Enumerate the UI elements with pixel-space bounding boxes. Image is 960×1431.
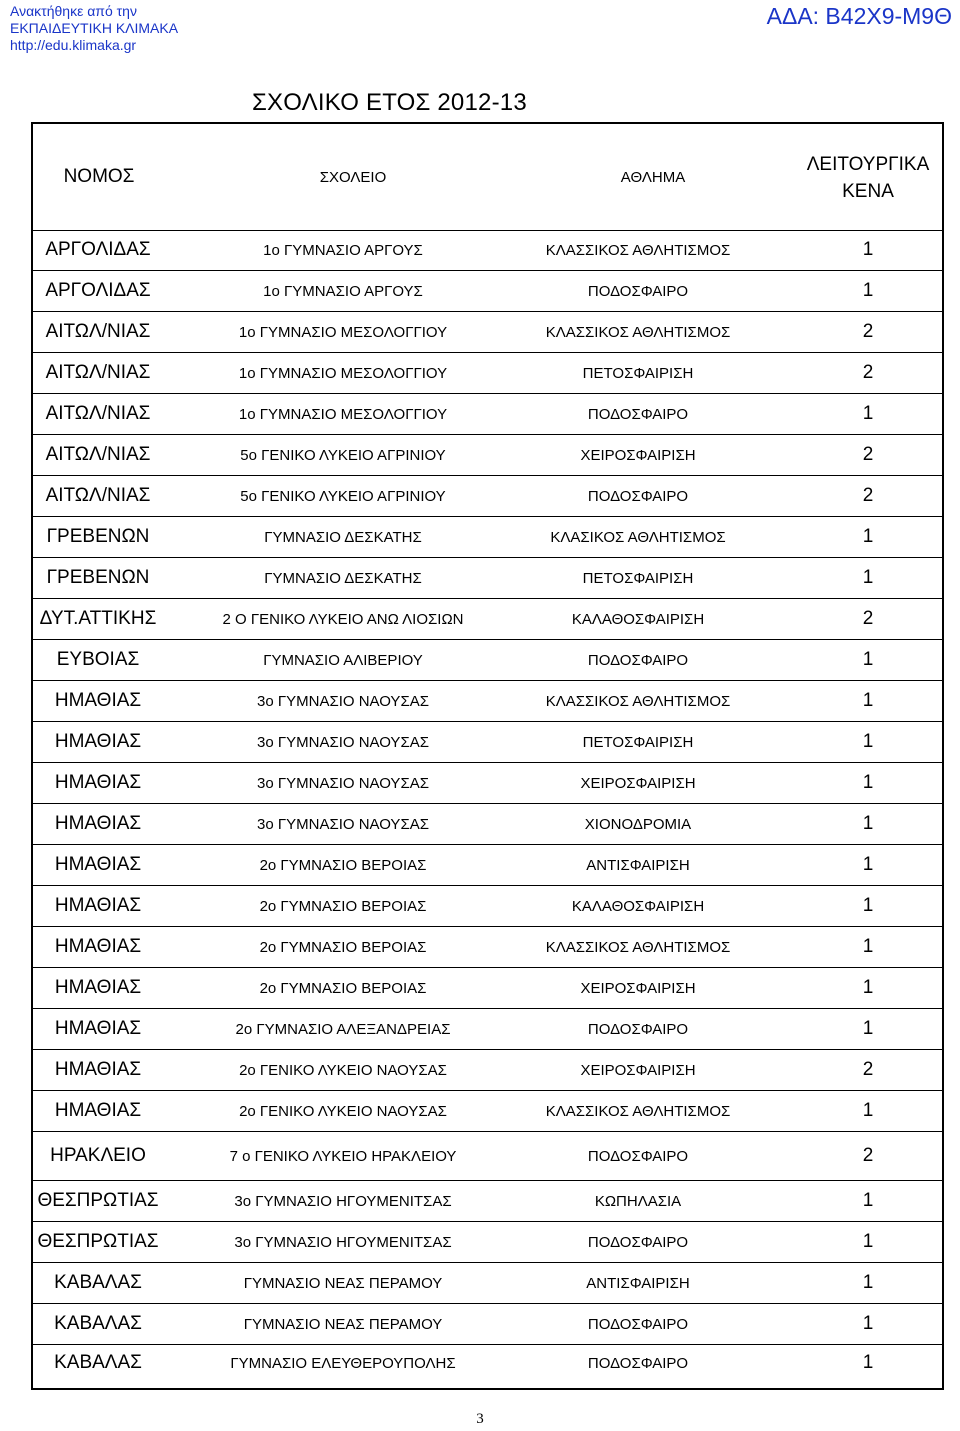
cell-sport: ΠΟΔΟΣΦΑΙΡΟ (587, 1147, 689, 1165)
cell-vacancies: 1 (862, 1313, 874, 1334)
table-row (33, 1345, 942, 1381)
cell-school: 2ο ΓΥΜΝΑΣΙΟ ΒΕΡΟΙΑΣ (259, 979, 427, 997)
cell-nomos: ΗΜΑΘΙΑΣ (54, 690, 142, 711)
cell-vacancies: 1 (862, 526, 874, 547)
header-school: ΣΧΟΛΕΙΟ (319, 169, 387, 186)
cell-sport: ΚΑΛΑΘΟΣΦΑΙΡΙΣΗ (571, 897, 705, 915)
header-vacancies (793, 151, 943, 205)
cell-nomos: ΗΜΑΘΙΑΣ (54, 1100, 142, 1121)
cell-vacancies: 1 (862, 813, 874, 834)
cell-school: ΓΥΜΝΑΣΙΟ ΕΛΕΥΘΕΡΟΥΠΟΛΗΣ (230, 1354, 456, 1372)
cell-vacancies: 1 (862, 895, 874, 916)
cell-sport: ΧΕΙΡΟΣΦΑΙΡΙΣΗ (580, 446, 696, 464)
cell-sport: ΑΝΤΙΣΦΑΙΡΙΣΗ (586, 1274, 690, 1292)
cell-nomos: ΗΜΑΘΙΑΣ (54, 854, 142, 875)
table-body (33, 230, 942, 1388)
table-row (33, 353, 942, 394)
table-row (33, 681, 942, 722)
table-row (33, 1050, 942, 1091)
cell-nomos: ΗΜΑΘΙΑΣ (54, 813, 142, 834)
table-row (33, 517, 942, 558)
table-row (33, 1009, 942, 1050)
cell-nomos: ΕΥΒΟΙΑΣ (56, 649, 140, 670)
table-row (33, 476, 942, 517)
cell-nomos: ΚΑΒΑΛΑΣ (54, 1313, 142, 1334)
cell-nomos: ΗΜΑΘΙΑΣ (54, 1059, 142, 1080)
cell-school: 2ο ΓΥΜΝΑΣΙΟ ΑΛΕΞΑΝΔΡΕΙΑΣ (235, 1020, 451, 1038)
header-nomos: ΝΟΜΟΣ (63, 166, 135, 187)
cell-vacancies: 1 (862, 772, 874, 793)
cell-school: 3ο ΓΥΜΝΑΣΙΟ ΝΑΟΥΣΑΣ (257, 774, 429, 792)
table-header (33, 124, 942, 231)
cell-school: ΓΥΜΝΑΣΙΟ ΔΕΣΚΑΤΗΣ (264, 569, 422, 587)
header-vacancies-line-1: ΛΕΙΤΟΥΡΓΙΚΑ (806, 154, 930, 175)
cell-school: ΓΥΜΝΑΣΙΟ ΝΕΑΣ ΠΕΡΑΜΟΥ (243, 1274, 443, 1292)
table-row (33, 927, 942, 968)
cell-vacancies: 1 (862, 567, 874, 588)
cell-vacancies: 2 (862, 321, 874, 342)
cell-school: 1ο ΓΥΜΝΑΣΙΟ ΑΡΓΟΥΣ (263, 241, 423, 259)
cell-vacancies: 1 (862, 1272, 874, 1293)
cell-vacancies: 1 (862, 1352, 874, 1373)
cell-nomos: ΘΕΣΠΡΩΤΙΑΣ (37, 1190, 159, 1211)
cell-school: 5ο ΓΕΝΙΚΟ ΛΥΚΕΙΟ ΑΓΡΙΝΙΟΥ (240, 446, 446, 464)
cell-nomos: ΓΡΕΒΕΝΩΝ (46, 526, 150, 547)
cell-vacancies: 1 (862, 1231, 874, 1252)
table-row (33, 640, 942, 681)
cell-vacancies: 1 (862, 649, 874, 670)
cell-school: 3ο ΓΥΜΝΑΣΙΟ ΝΑΟΥΣΑΣ (257, 692, 429, 710)
cell-sport: ΠΟΔΟΣΦΑΙΡΟ (587, 1354, 689, 1372)
cell-sport: ΠΟΔΟΣΦΑΙΡΟ (587, 487, 689, 505)
cell-sport: ΠΟΔΟΣΦΑΙΡΟ (587, 405, 689, 423)
cell-school: 1ο ΓΥΜΝΑΣΙΟ ΜΕΣΟΛΟΓΓΙΟΥ (238, 364, 448, 382)
cell-vacancies: 1 (862, 690, 874, 711)
cell-nomos: ΘΕΣΠΡΩΤΙΑΣ (37, 1231, 159, 1252)
cell-school: 3ο ΓΥΜΝΑΣΙΟ ΝΑΟΥΣΑΣ (257, 733, 429, 751)
cell-school: 2ο ΓΥΜΝΑΣΙΟ ΒΕΡΟΙΑΣ (259, 897, 427, 915)
cell-school: 2 Ο ΓΕΝΙΚΟ ΛΥΚΕΙΟ ΑΝΩ ΛΙΟΣΙΩΝ (222, 610, 464, 628)
cell-sport: ΚΛΑΣΙΚΟΣ ΑΘΛΗΤΙΣΜΟΣ (550, 528, 726, 546)
cell-nomos: ΗΜΑΘΙΑΣ (54, 936, 142, 957)
cell-sport: ΧΙΟΝΟΔΡΟΜΙΑ (584, 815, 692, 833)
cell-sport: ΠΟΔΟΣΦΑΙΡΟ (587, 1233, 689, 1251)
cell-nomos: ΗΜΑΘΙΑΣ (54, 895, 142, 916)
cell-sport: ΚΛΑΣΣΙΚΟΣ ΑΘΛΗΤΙΣΜΟΣ (545, 241, 731, 259)
cell-nomos: ΑΡΓΟΛΙΔΑΣ (45, 239, 151, 260)
table-row (33, 435, 942, 476)
source-link[interactable]: http://edu.klimaka.gr (10, 37, 137, 53)
cell-sport: ΠΕΤΟΣΦΑΙΡΙΣΗ (582, 364, 694, 382)
cell-nomos: ΑΙΤΩΛ/ΝΙΑΣ (45, 444, 151, 465)
table-row (33, 230, 942, 271)
cell-nomos: ΓΡΕΒΕΝΩΝ (46, 567, 150, 588)
cell-nomos: ΑΡΓΟΛΙΔΑΣ (45, 280, 151, 301)
cell-sport: ΠΕΤΟΣΦΑΙΡΙΣΗ (582, 733, 694, 751)
cell-sport: ΚΩΠΗΛΑΣΙΑ (594, 1192, 682, 1210)
cell-sport: ΠΟΔΟΣΦΑΙΡΟ (587, 1315, 689, 1333)
cell-nomos: ΑΙΤΩΛ/ΝΙΑΣ (45, 485, 151, 506)
cell-sport: ΠΕΤΟΣΦΑΙΡΙΣΗ (582, 569, 694, 587)
cell-school: 2ο ΓΥΜΝΑΣΙΟ ΒΕΡΟΙΑΣ (259, 938, 427, 956)
cell-school: ΓΥΜΝΑΣΙΟ ΝΕΑΣ ΠΕΡΑΜΟΥ (243, 1315, 443, 1333)
cell-nomos: ΚΑΒΑΛΑΣ (54, 1272, 142, 1293)
cell-nomos: ΗΡΑΚΛΕΙΟ (50, 1145, 146, 1166)
table-row (33, 968, 942, 1009)
cell-nomos: ΑΙΤΩΛ/ΝΙΑΣ (45, 321, 151, 342)
table-row (33, 1304, 942, 1345)
cell-vacancies: 1 (862, 936, 874, 957)
cell-sport: ΚΑΛΑΘΟΣΦΑΙΡΙΣΗ (571, 610, 705, 628)
cell-school: 3ο ΓΥΜΝΑΣΙΟ ΝΑΟΥΣΑΣ (257, 815, 429, 833)
cell-nomos: ΗΜΑΘΙΑΣ (54, 772, 142, 793)
source-note (10, 3, 178, 54)
cell-vacancies: 1 (862, 1100, 874, 1121)
cell-sport: ΧΕΙΡΟΣΦΑΙΡΙΣΗ (580, 774, 696, 792)
cell-sport: ΚΛΑΣΣΙΚΟΣ ΑΘΛΗΤΙΣΜΟΣ (545, 1102, 731, 1120)
cell-vacancies: 1 (862, 977, 874, 998)
page-title: ΣΧΟΛΙΚΟ ΕΤΟΣ 2012-13 (252, 89, 527, 116)
cell-school: 2ο ΓΥΜΝΑΣΙΟ ΒΕΡΟΙΑΣ (259, 856, 427, 874)
cell-vacancies: 1 (862, 403, 874, 424)
cell-school: 1ο ΓΥΜΝΑΣΙΟ ΜΕΣΟΛΟΓΓΙΟΥ (238, 323, 448, 341)
cell-school: 3ο ΓΥΜΝΑΣΙΟ ΗΓΟΥΜΕΝΙΤΣΑΣ (234, 1192, 452, 1210)
cell-nomos: ΑΙΤΩΛ/ΝΙΑΣ (45, 403, 151, 424)
cell-vacancies: 2 (862, 1059, 874, 1080)
cell-sport: ΠΟΔΟΣΦΑΙΡΟ (587, 1020, 689, 1038)
table-row (33, 1091, 942, 1132)
table-row (33, 1263, 942, 1304)
cell-school: 3ο ΓΥΜΝΑΣΙΟ ΗΓΟΥΜΕΝΙΤΣΑΣ (234, 1233, 452, 1251)
cell-vacancies: 2 (862, 485, 874, 506)
cell-school: 1ο ΓΥΜΝΑΣΙΟ ΜΕΣΟΛΟΓΓΙΟΥ (238, 405, 448, 423)
cell-nomos: ΔΥΤ.ΑΤΤΙΚΗΣ (39, 608, 157, 629)
table-row (33, 722, 942, 763)
cell-sport: ΠΟΔΟΣΦΑΙΡΟ (587, 282, 689, 300)
cell-vacancies: 2 (862, 1145, 874, 1166)
cell-sport: ΑΝΤΙΣΦΑΙΡΙΣΗ (586, 856, 690, 874)
cell-nomos: ΗΜΑΘΙΑΣ (54, 977, 142, 998)
table-row (33, 394, 942, 435)
table-row (33, 804, 942, 845)
cell-school: ΓΥΜΝΑΣΙΟ ΑΛΙΒΕΡΙΟΥ (263, 651, 423, 669)
table-row (33, 1222, 942, 1263)
cell-vacancies: 1 (862, 1190, 874, 1211)
cell-school: 1ο ΓΥΜΝΑΣΙΟ ΑΡΓΟΥΣ (263, 282, 423, 300)
header-sport: ΑΘΛΗΜΑ (620, 169, 686, 186)
table-row (33, 558, 942, 599)
source-line-1: Ανακτήθηκε από την (10, 3, 137, 19)
cell-vacancies: 2 (862, 362, 874, 383)
cell-sport: ΚΛΑΣΣΙΚΟΣ ΑΘΛΗΤΙΣΜΟΣ (545, 938, 731, 956)
cell-sport: ΚΛΑΣΣΙΚΟΣ ΑΘΛΗΤΙΣΜΟΣ (545, 692, 731, 710)
cell-school: 7 ο ΓΕΝΙΚΟ ΛΥΚΕΙΟ ΗΡΑΚΛΕΙΟΥ (229, 1147, 457, 1165)
cell-vacancies: 1 (862, 854, 874, 875)
source-line-2: ΕΚΠΑΙΔΕΥΤΙΚΗ ΚΛΙΜΑΚΑ (10, 20, 179, 36)
cell-nomos: ΗΜΑΘΙΑΣ (54, 1018, 142, 1039)
cell-school: ΓΥΜΝΑΣΙΟ ΔΕΣΚΑΤΗΣ (264, 528, 422, 546)
vacancies-table (31, 122, 944, 1390)
table-row (33, 1132, 942, 1181)
table-row (33, 1181, 942, 1222)
cell-vacancies: 1 (862, 239, 874, 260)
cell-sport: ΠΟΔΟΣΦΑΙΡΟ (587, 651, 689, 669)
cell-sport: ΧΕΙΡΟΣΦΑΙΡΙΣΗ (580, 979, 696, 997)
cell-school: 2ο ΓΕΝΙΚΟ ΛΥΚΕΙΟ ΝΑΟΥΣΑΣ (239, 1102, 447, 1120)
cell-vacancies: 1 (862, 1018, 874, 1039)
table-row (33, 599, 942, 640)
cell-nomos: ΗΜΑΘΙΑΣ (54, 731, 142, 752)
table-row (33, 312, 942, 353)
table-row (33, 271, 942, 312)
cell-vacancies: 1 (862, 731, 874, 752)
cell-sport: ΚΛΑΣΣΙΚΟΣ ΑΘΛΗΤΙΣΜΟΣ (545, 323, 731, 341)
cell-sport: ΧΕΙΡΟΣΦΑΙΡΙΣΗ (580, 1061, 696, 1079)
cell-school: 2ο ΓΕΝΙΚΟ ΛΥΚΕΙΟ ΝΑΟΥΣΑΣ (239, 1061, 447, 1079)
table-row (33, 763, 942, 804)
ada-label: ΑΔΑ: Β42Χ9-Μ9Θ (766, 3, 952, 29)
page-number: 3 (476, 1411, 484, 1427)
cell-vacancies: 2 (862, 608, 874, 629)
cell-nomos: ΚΑΒΑΛΑΣ (54, 1352, 142, 1373)
cell-vacancies: 1 (862, 280, 874, 301)
header-vacancies-line-2: ΚΕΝΑ (842, 181, 894, 202)
cell-vacancies: 2 (862, 444, 874, 465)
table-row (33, 886, 942, 927)
cell-nomos: ΑΙΤΩΛ/ΝΙΑΣ (45, 362, 151, 383)
table-row (33, 845, 942, 886)
cell-school: 5ο ΓΕΝΙΚΟ ΛΥΚΕΙΟ ΑΓΡΙΝΙΟΥ (240, 487, 446, 505)
